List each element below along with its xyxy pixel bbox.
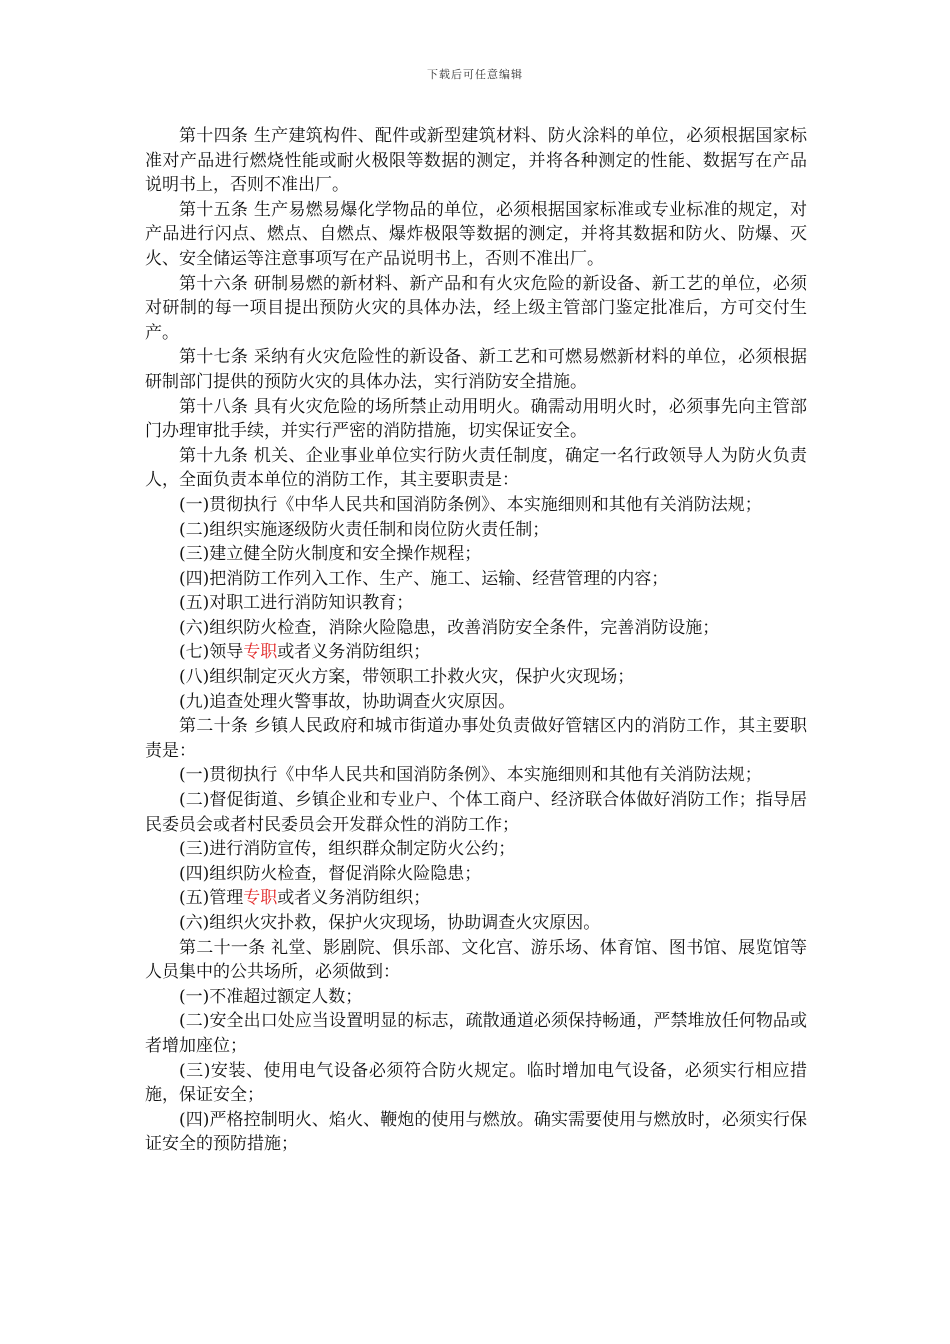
article-18: 第十八条 具有火灾危险的场所禁止动用明火。确需动用明火时，必须事先向主管部门办理审批手续，并实行严密的消防措施，切实保证安全。 [145, 396, 807, 442]
article-20-item-2: (二)督促街道、乡镇企业和专业户、个体工商户、经济联合体做好消防工作；指导居民委员会或者村民委员会开发群众性的消防工作； [145, 790, 807, 835]
article-19-item-9: (九)追查处理火警事故，协助调查火灾原因。 [179, 691, 516, 712]
article-14: 第十四条 生产建筑构件、配件或新型建筑材料、防火涂料的单位，必须根据国家标准对产品进行燃烧性能或耐火极限等数据的测定，并将各种测定的性能、数据写在产品说明书上，否则不准出厂。 [145, 126, 807, 196]
article-19-item-1: (一)贯彻执行《中华人民共和国消防条例》、本实施细则和其他有关消防法规； [179, 494, 762, 515]
article-19-item-7 [145, 640, 807, 665]
article-20: 第二十条 乡镇人民政府和城市街道办事处负责做好管辖区内的消防工作，其主要职责是： [145, 716, 807, 761]
document-body [145, 124, 807, 1157]
item-text-pre: (五)管理 [179, 888, 244, 909]
article-19-item-4: (四)把消防工作列入工作、生产、施工、运输、经营管理的内容； [179, 568, 669, 589]
article-19: 第十九条 机关、企业事业单位实行防火责任制度，确定一名行政领导人为防火负责人，全面负责本单位的消防工作，其主要职责是： [145, 445, 807, 491]
highlighted-term: 专职 [243, 888, 278, 909]
article-21-item-2: (二)安全出口处应当设置明显的标志，疏散通道必须保持畅通，严禁堆放任何物品或者增加座位； [145, 1011, 807, 1056]
article-21: 第二十一条 礼堂、影剧院、俱乐部、文化宫、游乐场、体育馆、图书馆、展览馆等人员集中的公共场所，必须做到： [145, 937, 807, 983]
article-17: 第十七条 采纳有火灾危险性的新设备、新工艺和可燃易燃新材料的单位，必须根据研制部门提供的预防火灾的具体办法，实行消防安全措施。 [145, 347, 807, 392]
article-19-item-3: (三)建立健全防火制度和安全操作规程； [179, 544, 482, 565]
highlighted-term: 专职 [243, 642, 278, 663]
article-15: 第十五条 生产易燃易爆化学物品的单位，必须根据国家标准或专业标准的规定，对产品进行闪点、燃点、自燃点、爆炸极限等数据的测定，并将其数据和防火、防爆、灭火、安全储运等注意事项写在产品说明书上，否则不准出厂。 [145, 199, 807, 269]
item-text-post: 或者义务消防组织； [277, 888, 431, 909]
article-20-item-5 [145, 886, 807, 911]
article-20-item-1: (一)贯彻执行《中华人民共和国消防条例》、本实施细则和其他有关消防法规； [179, 765, 762, 786]
article-21-item-3: (三)安装、使用电气设备必须符合防火规定。临时增加电气设备，必须实行相应措施，保证安全； [145, 1060, 807, 1106]
article-21-item-1: (一)不准超过额定人数； [179, 986, 363, 1007]
article-20-item-3: (三)进行消防宣传，组织群众制定防火公约； [179, 839, 516, 860]
article-20-item-6: (六)组织火灾扑救，保护火灾现场，协助调查火灾原因。 [179, 913, 601, 933]
article-19-item-6: (六)组织防火检查，消除火险隐患，改善消防安全条件，完善消防设施； [179, 617, 720, 638]
article-16: 第十六条 研制易燃的新材料、新产品和有火灾危险的新设备、新工艺的单位，必须对研制的每一项目提出预防火灾的具体办法，经上级主管部门鉴定批准后，方可交付生产。 [145, 273, 807, 343]
article-19-item-5: (五)对职工进行消防知识教育； [179, 593, 414, 614]
item-text-pre: (七)领导 [179, 642, 244, 663]
item-text-post: 或者义务消防组织； [277, 642, 431, 663]
article-19-item-2: (二)组织实施逐级防火责任制和岗位防火责任制； [179, 519, 550, 540]
article-20-item-4: (四)组织防火检查，督促消除火险隐患； [179, 863, 482, 884]
page-header: 下载后可任意编辑 [427, 68, 523, 81]
article-19-item-8: (八)组织制定灭火方案，带领职工扑救火灾，保护火灾现场； [179, 667, 635, 688]
article-21-item-4: (四)严格控制明火、焰火、鞭炮的使用与燃放。确实需要使用与燃放时，必须实行保证安全的预防措施； [145, 1109, 807, 1155]
